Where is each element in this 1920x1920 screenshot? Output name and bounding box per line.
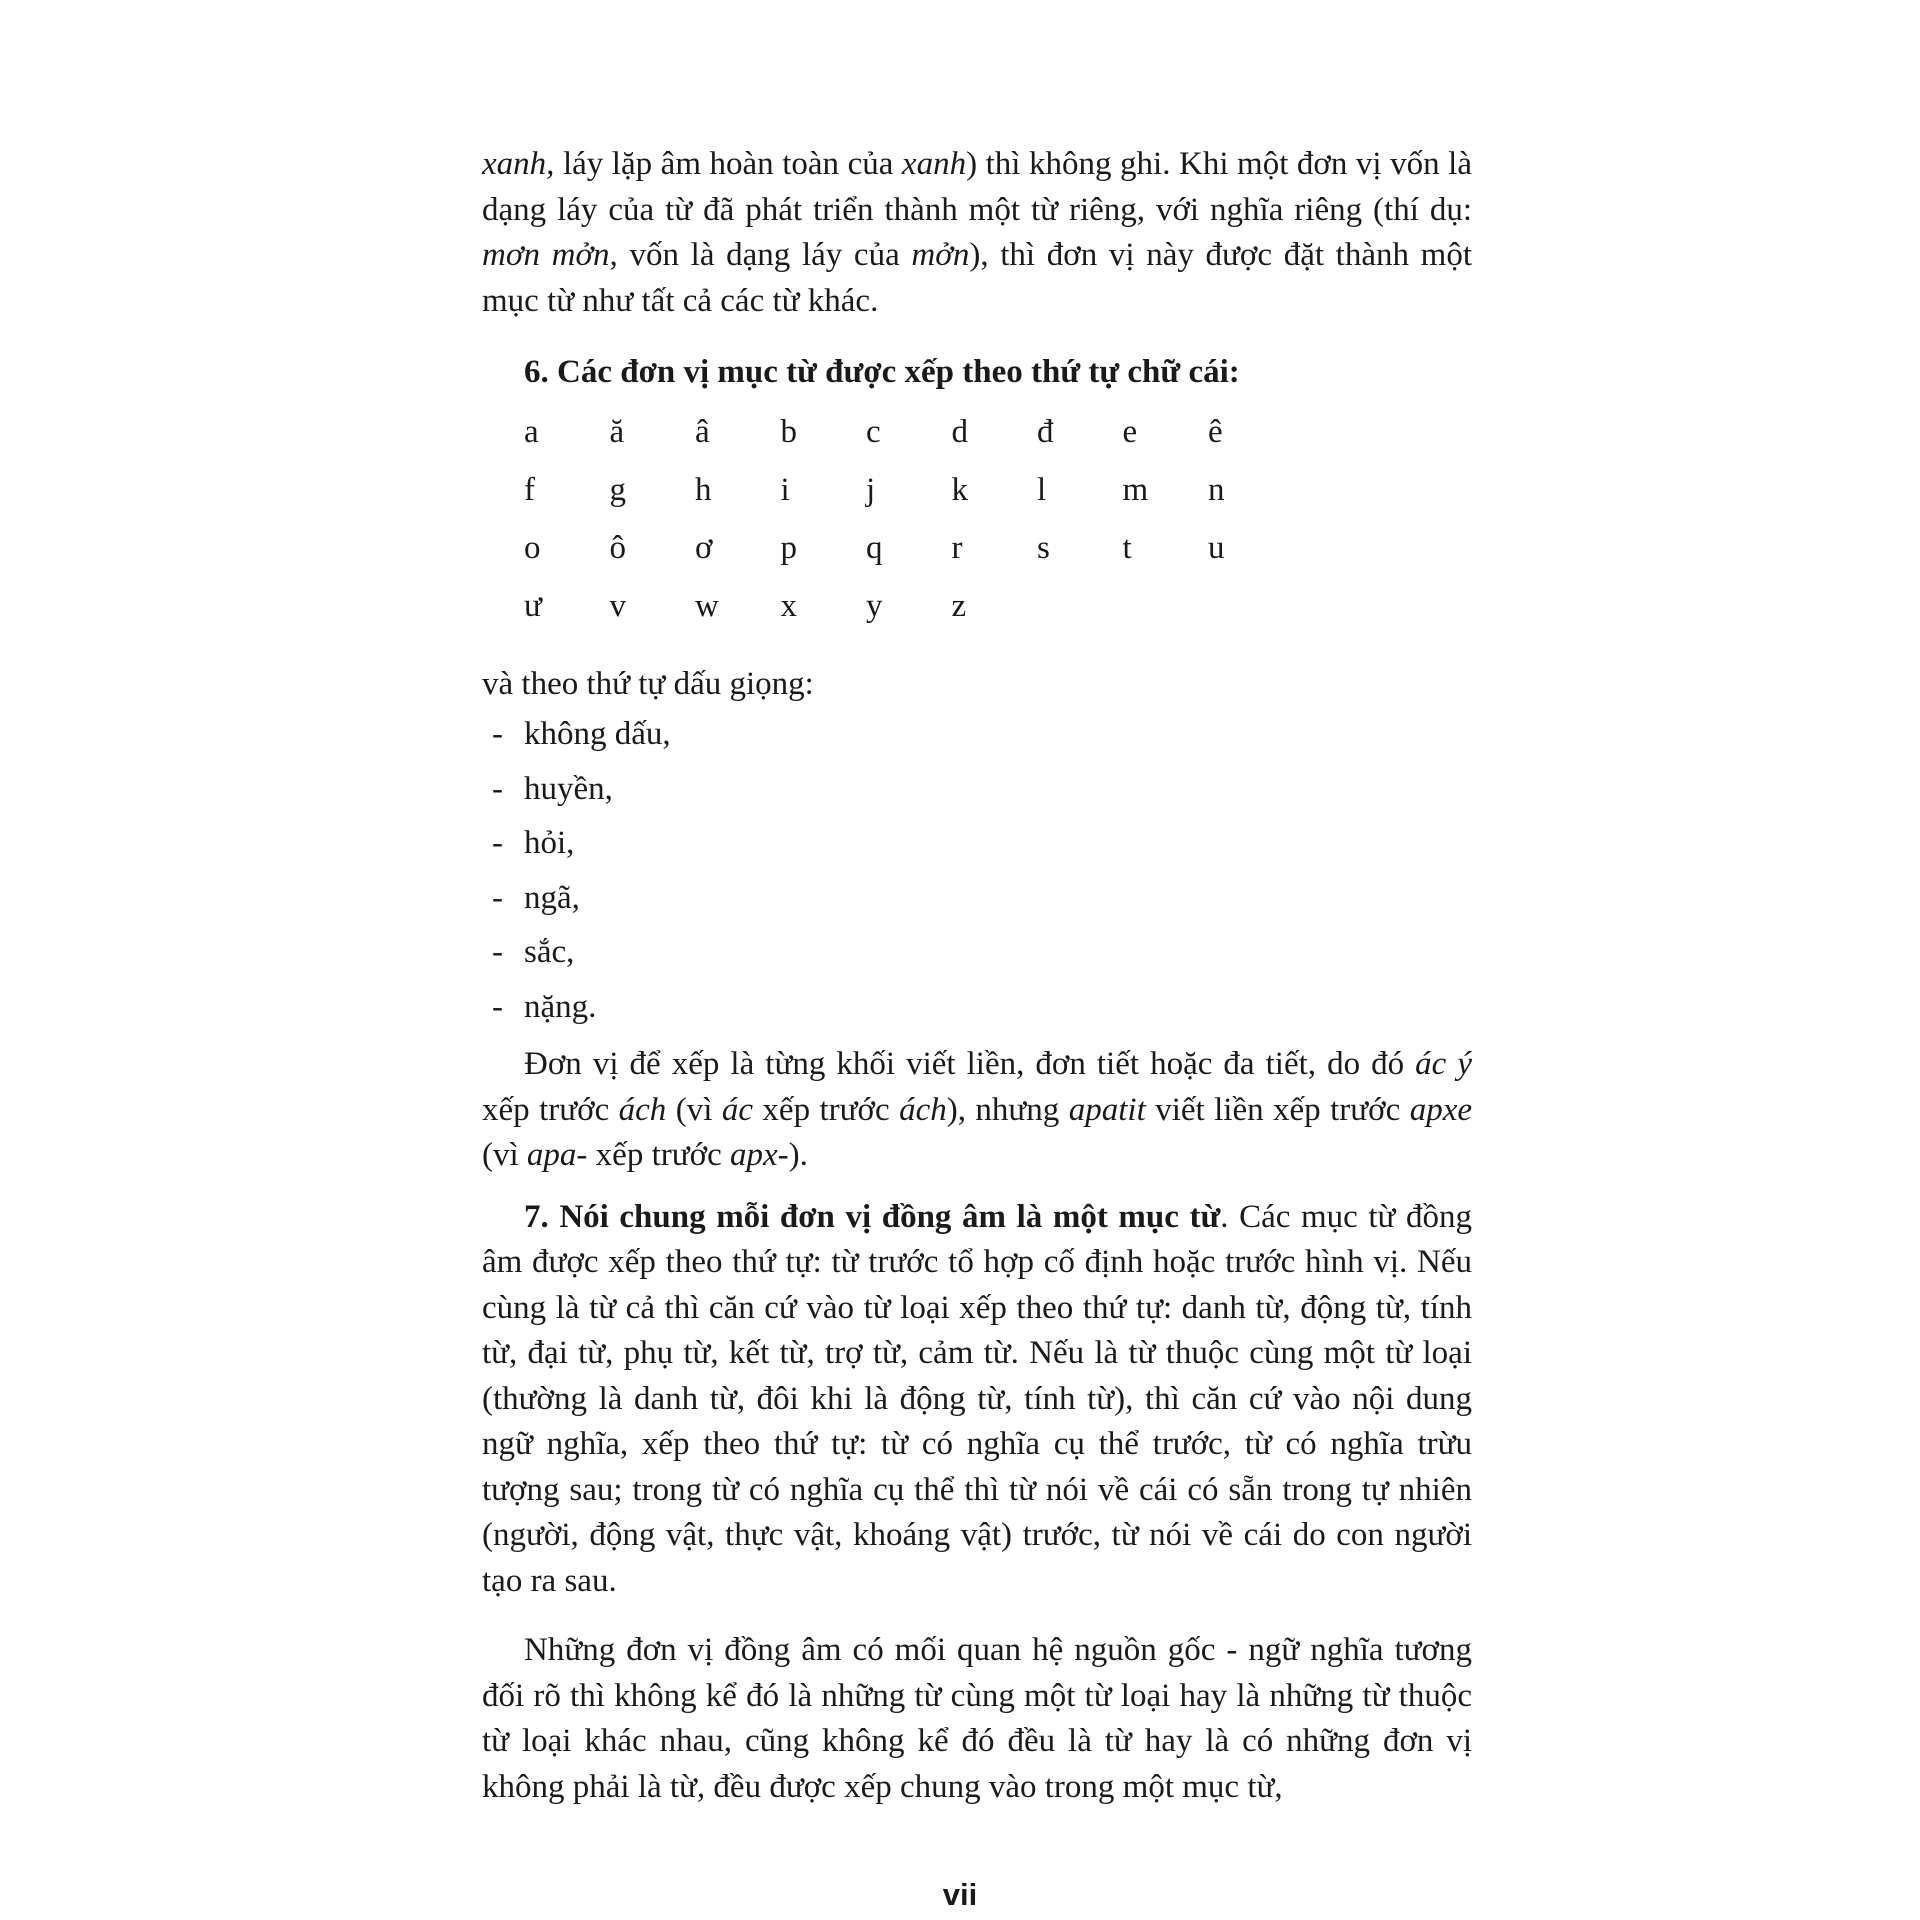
list-dash: -: [492, 716, 503, 752]
text-run: ).: [788, 1137, 808, 1173]
text-run: (vì: [666, 1091, 722, 1128]
list-dash: -: [492, 879, 503, 916]
text-run: xếp trước: [753, 1091, 900, 1128]
alphabet-letter: ơ: [695, 529, 713, 566]
tone-list-item: [482, 871, 1472, 926]
alphabet-letter: c: [866, 413, 881, 450]
tone-list-item: [482, 762, 1472, 817]
italic-term: apxe: [1409, 1091, 1472, 1128]
text-run: xếp trước: [482, 1091, 619, 1128]
text-run: (vì: [482, 1137, 527, 1173]
list-dash: -: [492, 934, 503, 970]
alphabet-letter: h: [695, 471, 712, 508]
alphabet-letter: d: [951, 413, 968, 450]
alphabet-letter: f: [524, 471, 535, 508]
paragraph-reduplication: [482, 142, 1472, 324]
italic-term: xanh,: [482, 146, 555, 182]
italic-term: apx-: [729, 1137, 789, 1173]
text-run: ), nhưng: [946, 1091, 1069, 1128]
tone-label: hỏi,: [524, 825, 575, 861]
italic-term: mởn: [911, 237, 970, 273]
alphabet-letter: m: [1122, 471, 1149, 508]
tone-list-item: [482, 980, 1472, 1035]
alphabet-letter: r: [951, 529, 963, 566]
alphabet-letter: v: [609, 587, 626, 624]
alphabet-letter: ê: [1208, 413, 1223, 450]
alphabet-letter: j: [866, 471, 876, 508]
section-heading-7: 7. Nói chung mỗi đơn vị đồng âm là một mục từ: [524, 1198, 1221, 1235]
page-number: vii: [942, 1877, 978, 1912]
italic-term: apa-: [526, 1137, 588, 1173]
alphabet-letter: a: [524, 413, 539, 450]
paragraph-homonyms: Những đơn vị đồng âm có mối quan hệ nguồn gốc - ngữ nghĩa tương đối rõ thì không kể đó là những từ cùng một từ loại hay là những từ thuộc từ loại khác nhau, cũng không kể đó đều là từ hay là có những đơn vị không phải là từ, đều được xếp chung vào trong một mục từ,: [482, 1632, 1472, 1805]
italic-term: mơn mởn,: [482, 237, 618, 273]
tone-label: nặng.: [524, 988, 597, 1025]
list-dash: -: [492, 770, 503, 807]
alphabet-letter: u: [1208, 529, 1225, 566]
tone-order-intro: và theo thứ tự dấu giọng:: [482, 665, 814, 702]
list-dash: -: [492, 988, 503, 1025]
alphabet-letter: ă: [609, 413, 625, 450]
italic-term: xanh: [901, 146, 967, 182]
section-heading-6: 6. Các đơn vị mục từ được xếp theo thứ tự chữ cái:: [524, 354, 1240, 390]
italic-term: ác: [721, 1091, 753, 1128]
alphabet-letter: k: [951, 471, 968, 508]
alphabet-letter: i: [780, 471, 790, 508]
alphabet-letter: e: [1122, 413, 1138, 450]
text-run: Đơn vị để xếp là từng khối viết liền, đơn tiết hoặc đa tiết, do đó: [524, 1046, 1416, 1082]
alphabet-letter: l: [1037, 471, 1047, 508]
italic-term: ác ý: [1415, 1046, 1472, 1082]
text-run: xếp trước: [587, 1137, 730, 1173]
alphabet-letter: ư: [524, 587, 542, 624]
paragraph-sorting-unit: [482, 1042, 1472, 1179]
alphabet-letter: b: [780, 413, 797, 450]
alphabet-letter: y: [866, 587, 883, 624]
text-run: ), thì đơn vị này được đặt thành một mục từ như tất cả các từ khác.: [482, 237, 1473, 319]
alphabet-letter: g: [609, 471, 626, 508]
alphabet-letter: z: [951, 587, 967, 624]
page-body: [482, 142, 1472, 1810]
alphabet-letter: o: [524, 529, 541, 566]
paragraph-section-7: [482, 1195, 1472, 1605]
alphabet-letter: s: [1037, 529, 1050, 566]
alphabet-letter: t: [1122, 529, 1132, 566]
tone-label: huyền,: [524, 770, 613, 807]
italic-term: ách: [618, 1091, 667, 1128]
alphabet-letter: p: [780, 529, 797, 566]
alphabet-letter: đ: [1037, 413, 1054, 450]
text-run: láy lặp âm hoàn toàn của: [554, 146, 902, 182]
alphabet-grid: [524, 410, 1472, 642]
text-run: viết liền xếp trước: [1145, 1091, 1410, 1128]
tone-label: sắc,: [524, 934, 575, 970]
tone-list: [482, 707, 1472, 1034]
text-run: ) thì không ghi. Khi một đơn vị vốn là dạng láy của từ đã phát triển thành một từ riêng, với nghĩa riêng (thí dụ:: [482, 146, 1472, 228]
alphabet-letter: ô: [609, 529, 626, 566]
tone-list-item: [482, 925, 1472, 980]
alphabet-letter: w: [695, 587, 719, 624]
tone-label: ngã,: [524, 879, 580, 916]
alphabet-letter: q: [866, 529, 883, 566]
italic-term: apatit: [1068, 1091, 1146, 1128]
list-dash: -: [492, 825, 503, 861]
text-run: vốn là dạng láy của: [617, 237, 912, 273]
tone-label: không dấu,: [524, 716, 671, 752]
text-run: . Các mục từ đồng âm được xếp theo thứ tự: từ trước tổ hợp cố định hoặc trước hình vị. Nếu cùng là từ cả thì căn cứ vào từ loại xếp theo thứ tự: danh từ, động từ, tính từ, đại từ, phụ từ, kết từ, trợ từ, cảm từ. Nếu là từ thuộc cùng một từ loại (thường là danh từ, đôi khi là động từ, tính từ), thì căn cứ vào nội dung ngữ nghĩa, xếp theo thứ tự: từ có nghĩa cụ thể trước, từ có nghĩa trừu tượng sau; trong từ có nghĩa cụ thể thì từ nói về cái có sẵn trong tự nhiên (người, động vật, thực vật, khoáng vật) trước, từ nói về cái do con người tạo ra sau.: [482, 1198, 1472, 1599]
tone-list-item: [482, 707, 1472, 762]
alphabet-letter: x: [780, 587, 797, 624]
tone-list-item: [482, 816, 1472, 871]
alphabet-letter: n: [1208, 471, 1225, 508]
italic-term: ách: [899, 1091, 947, 1128]
alphabet-letter: â: [695, 413, 710, 450]
